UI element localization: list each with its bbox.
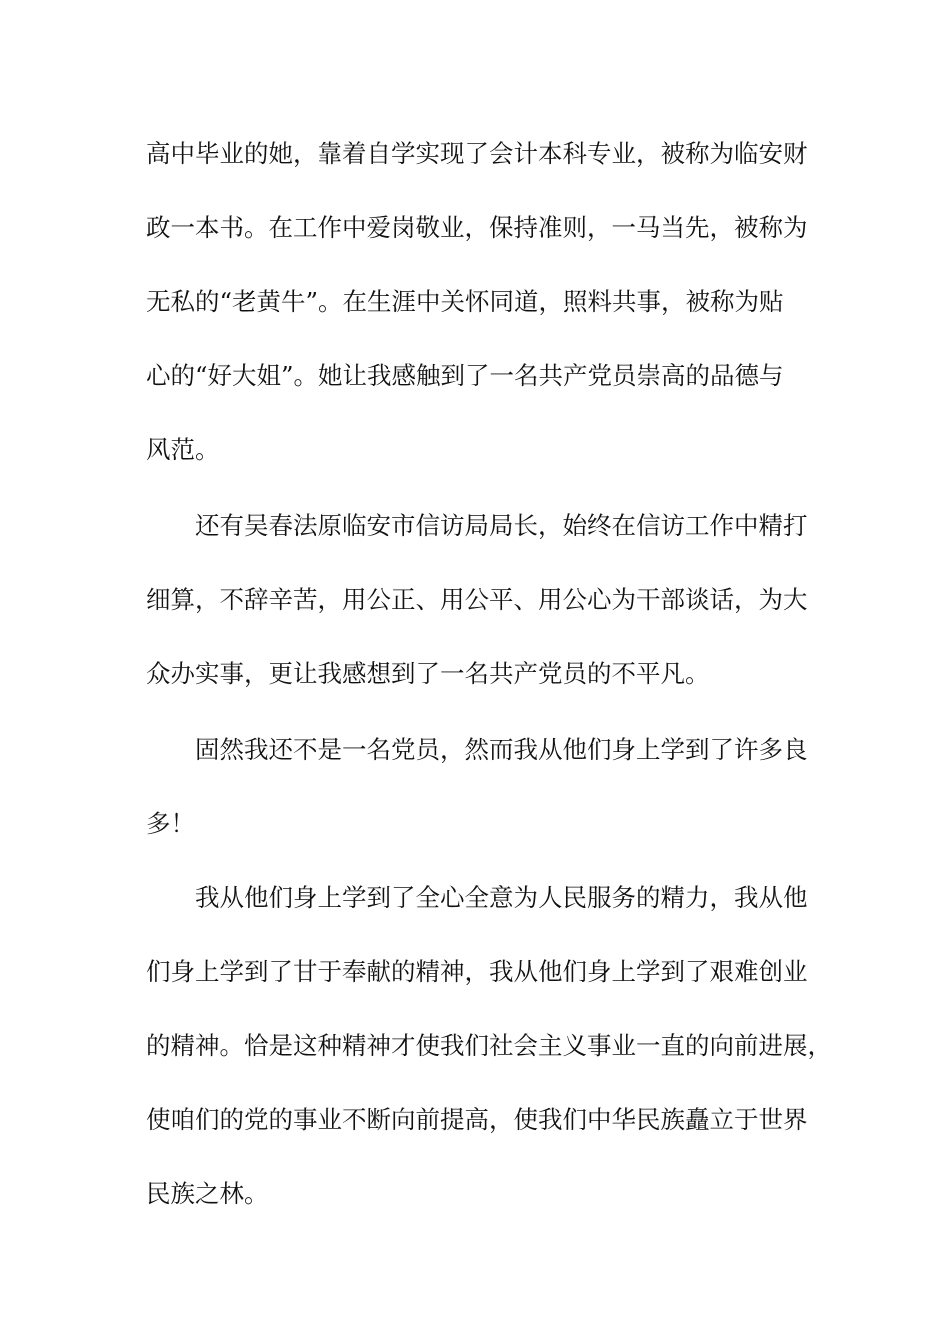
paragraph-4-line-4: 使咱们的党的事业不断向前提高，使我们中华民族矗立于世界	[146, 1105, 808, 1134]
paragraph-3-line-2: 多！	[146, 809, 195, 838]
paragraph-4-line-1: 我从他们身上学到了全心全意为人民服务的精力，我从他	[195, 883, 808, 912]
paragraph-1-line-3: 无私的“老黄牛”。在生涯中关怀同道，照料共事，被称为贴	[146, 287, 784, 316]
paragraph-2-line-1: 还有吴春法原临安市信访局局长，始终在信访工作中精打	[195, 511, 808, 540]
paragraph-1-line-5: 风范。	[146, 435, 220, 464]
paragraph-1-line-1: 高中毕业的她，靠着自学实现了会计本科专业，被称为临安财	[146, 139, 808, 168]
paragraph-3-line-1: 固然我还不是一名党员，然而我从他们身上学到了许多良	[195, 735, 808, 764]
paragraph-4-line-2: 们身上学到了甘于奉献的精神，我从他们身上学到了艰难创业	[146, 957, 808, 986]
paragraph-4-line-5: 民族之林。	[146, 1179, 269, 1208]
paragraph-1-line-4: 心的“好大姐”。她让我感触到了一名共产党员崇高的品德与	[146, 361, 784, 390]
paragraph-4-line-3: 的精神。恰是这种精神才使我们社会主义事业一直的向前进展，	[146, 1031, 832, 1060]
paragraph-2-line-3: 众办实事，更让我感想到了一名共产党员的不平凡。	[146, 659, 710, 688]
paragraph-2-line-2: 细算，不辞辛苦，用公正、用公平、用公心为干部谈话，为大	[146, 585, 808, 614]
paragraph-1-line-2: 政一本书。在工作中爱岗敬业，保持准则，一马当先，被称为	[146, 213, 808, 242]
